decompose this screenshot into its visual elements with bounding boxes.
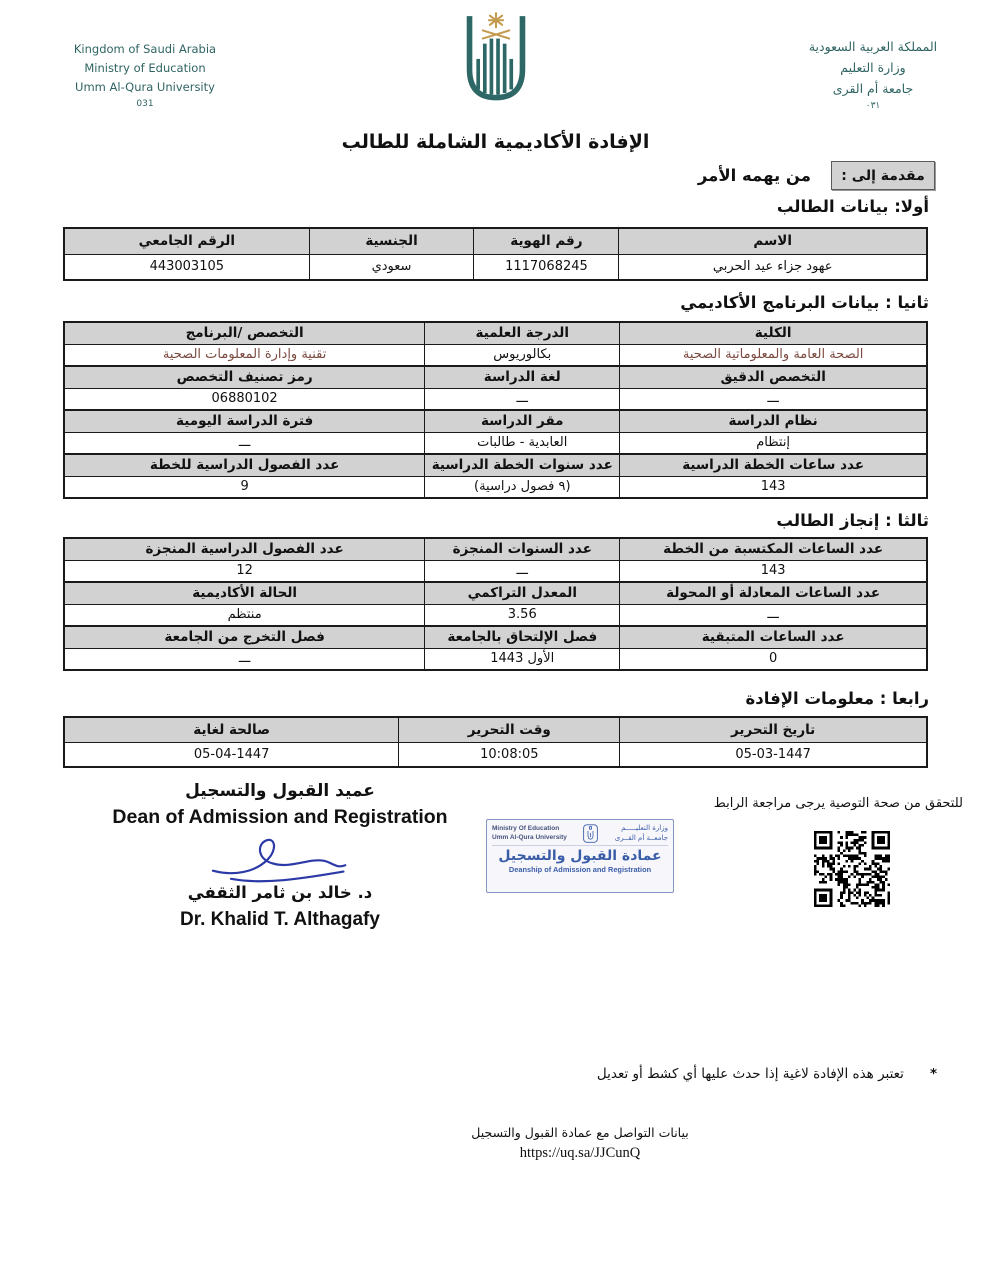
value-cell: 06880102	[64, 388, 425, 410]
dean-name-arabic: د. خالد بن ثامر الثقفي	[187, 883, 373, 902]
verification-note: للتحقق من صحة التوصية يرجى مراجعة الرابط	[713, 796, 963, 811]
header-cell: فصل الإلتحاق بالجامعة	[425, 626, 620, 648]
header-cell: الكلية	[620, 322, 927, 344]
value-cell: 143	[620, 476, 927, 498]
presented-to-label: مقدمة إلى :	[841, 167, 925, 184]
value-cell: 05-03-1447	[620, 742, 927, 767]
stamp-header	[492, 823, 668, 846]
dean-title-english: Dean of Admission and Registration	[112, 806, 448, 828]
contact-block	[370, 1122, 790, 1164]
presented-to-row	[698, 161, 935, 190]
student-achievement-table	[63, 537, 928, 671]
stamp-university-en: Umm Al-Qura University	[492, 834, 567, 841]
void-footnote	[597, 1066, 937, 1082]
value-cell: إنتظام	[620, 432, 927, 454]
table-value-row	[64, 432, 927, 454]
table-value-row	[64, 254, 927, 280]
header-ar-code: ٠٣١	[865, 101, 881, 111]
header-cell: نظام الدراسة	[620, 410, 927, 432]
value-cell: الصحة العامة والمعلوماتية الصحية	[620, 344, 927, 366]
stamp-logo-icon	[583, 824, 598, 843]
header-cell: فترة الدراسة اليومية	[64, 410, 425, 432]
section-heading-student-data: أولا: بيانات الطالب	[776, 197, 929, 216]
qr-code	[814, 831, 890, 907]
signature-image	[195, 829, 365, 887]
header-en-line: Umm Al-Qura University	[75, 80, 215, 94]
header-cell: عدد الساعات المعادلة أو المحولة	[620, 582, 927, 604]
table-header-row	[64, 626, 927, 648]
header-cell: عدد الساعات المكتسبة من الخطة	[620, 538, 927, 560]
header-en-line: Kingdom of Saudi Arabia	[73, 42, 217, 56]
header-cell: رقم الهوية	[474, 228, 619, 254]
student-data-table	[63, 227, 928, 281]
dean-title-arabic: عميد القبول والتسجيل	[185, 781, 375, 801]
value-cell: 9	[64, 476, 425, 498]
table-value-row	[64, 560, 927, 582]
value-cell: 1117068245	[474, 254, 619, 280]
header-cell: عدد السنوات المنجزة	[425, 538, 620, 560]
header-ar-line: جامعة أم القرى	[832, 81, 914, 96]
header-cell: عدد سنوات الخطة الدراسية	[425, 454, 620, 476]
table-header-row	[64, 410, 927, 432]
table-value-row	[64, 344, 927, 366]
value-cell: 143	[620, 560, 927, 582]
header-cell: مقر الدراسة	[425, 410, 620, 432]
header-cell: الحالة الأكاديمية	[64, 582, 425, 604]
header-cell: فصل التخرج من الجامعة	[64, 626, 425, 648]
value-cell: 10:08:05	[399, 742, 620, 767]
header-en-code: 031	[136, 99, 154, 109]
header-cell: الجنسية	[309, 228, 474, 254]
value-cell: ـــ	[425, 560, 620, 582]
header-cell: وقت التحرير	[399, 717, 620, 742]
table-header-row	[64, 582, 927, 604]
value-cell: ـــ	[425, 388, 620, 410]
header-cell: عدد ساعات الخطة الدراسية	[620, 454, 927, 476]
table-value-row	[64, 476, 927, 498]
header-arabic-block	[773, 36, 973, 113]
stamp-university-ar: جامعــة أم القــرى	[614, 834, 668, 842]
stamp-deanship-arabic: عمادة القبول والتسجيل	[498, 848, 662, 864]
header-cell: التخصص الدقيق	[620, 366, 927, 388]
header-en-line: Ministry of Education	[84, 61, 206, 75]
stamp-arabic-block	[615, 823, 668, 843]
stamp-english-block	[492, 824, 567, 842]
table-header-row	[64, 717, 927, 742]
section-heading-statement-info: رابعا : معلومات الإفادة	[745, 689, 929, 708]
table-value-row	[64, 604, 927, 626]
value-cell: سعودي	[309, 254, 474, 280]
value-cell: 05-04-1447	[64, 742, 399, 767]
header-ar-line: وزارة التعليم	[840, 60, 906, 75]
stamp-deanship-english: Deanship of Admission and Registration	[508, 865, 652, 874]
header-cell: لغة الدراسة	[425, 366, 620, 388]
table-value-row	[64, 388, 927, 410]
table-header-row	[64, 454, 927, 476]
presented-to-value: من يهمه الأمر	[697, 166, 811, 185]
footnote-marker: *	[929, 1066, 937, 1082]
header-cell: صالحة لغاية	[64, 717, 399, 742]
value-cell: تقنية وإدارة المعلومات الصحية	[64, 344, 425, 366]
value-cell: 12	[64, 560, 425, 582]
university-logo-icon	[440, 6, 552, 120]
dean-name-english: Dr. Khalid T. Althagafy	[180, 909, 380, 930]
table-header-row	[64, 322, 927, 344]
table-header-row	[64, 228, 927, 254]
header-cell: التخصص /البرنامج	[64, 322, 425, 344]
value-cell: عهود جزاء عيد الحربي	[619, 254, 927, 280]
statement-info-table	[63, 716, 928, 768]
header-cell: تاريخ التحرير	[620, 717, 927, 742]
value-cell: 443003105	[64, 254, 309, 280]
value-cell: ـــ	[64, 432, 425, 454]
table-value-row	[64, 742, 927, 767]
document-title: الإفادة الأكاديمية الشاملة للطالب	[341, 131, 650, 153]
contact-line: بيانات التواصل مع عمادة القبول والتسجيل	[471, 1125, 689, 1140]
value-cell: ـــ	[64, 648, 425, 670]
stamp-ministry-en: Ministry Of Education	[492, 825, 560, 832]
section-heading-academic-program: ثانيا : بيانات البرنامج الأكاديمي	[680, 293, 929, 312]
value-cell: بكالوريوس	[425, 344, 620, 366]
value-cell: (٩ فصول دراسية)	[425, 476, 620, 498]
presented-to-box	[831, 161, 935, 190]
header-cell: الدرجة العلمية	[425, 322, 620, 344]
table-header-row	[64, 538, 927, 560]
stamp-ministry-ar: وزارة التعليـــــم	[621, 824, 668, 832]
header-english-block	[26, 40, 264, 111]
value-cell: 0	[620, 648, 927, 670]
header-cell: عدد الساعات المتبقية	[620, 626, 927, 648]
value-cell: ـــ	[620, 388, 927, 410]
deanship-stamp	[486, 819, 674, 893]
section-heading-student-achievement: ثالثا : إنجاز الطالب	[776, 511, 929, 530]
header-cell: رمز تصنيف التخصص	[64, 366, 425, 388]
header-cell: الاسم	[619, 228, 927, 254]
header-cell: عدد الفصول الدراسية للخطة	[64, 454, 425, 476]
table-header-row	[64, 366, 927, 388]
value-cell: الأول 1443	[425, 648, 620, 670]
value-cell: منتظم	[64, 604, 425, 626]
academic-program-table	[63, 321, 928, 499]
signature-block	[55, 781, 505, 931]
table-value-row	[64, 648, 927, 670]
header-cell: عدد الفصول الدراسية المنجزة	[64, 538, 425, 560]
header-cell: الرقم الجامعي	[64, 228, 309, 254]
header-ar-line: المملكة العربية السعودية	[808, 39, 938, 54]
value-cell: العابدية - طالبات	[425, 432, 620, 454]
contact-link[interactable]: https://uq.sa/JJCunQ	[519, 1145, 641, 1161]
value-cell: ـــ	[620, 604, 927, 626]
footnote-text: تعتبر هذه الإفادة لاغية إذا حدث عليها أي كشط أو تعديل	[596, 1066, 904, 1082]
header-cell: المعدل التراكمي	[425, 582, 620, 604]
value-cell: 3.56	[425, 604, 620, 626]
